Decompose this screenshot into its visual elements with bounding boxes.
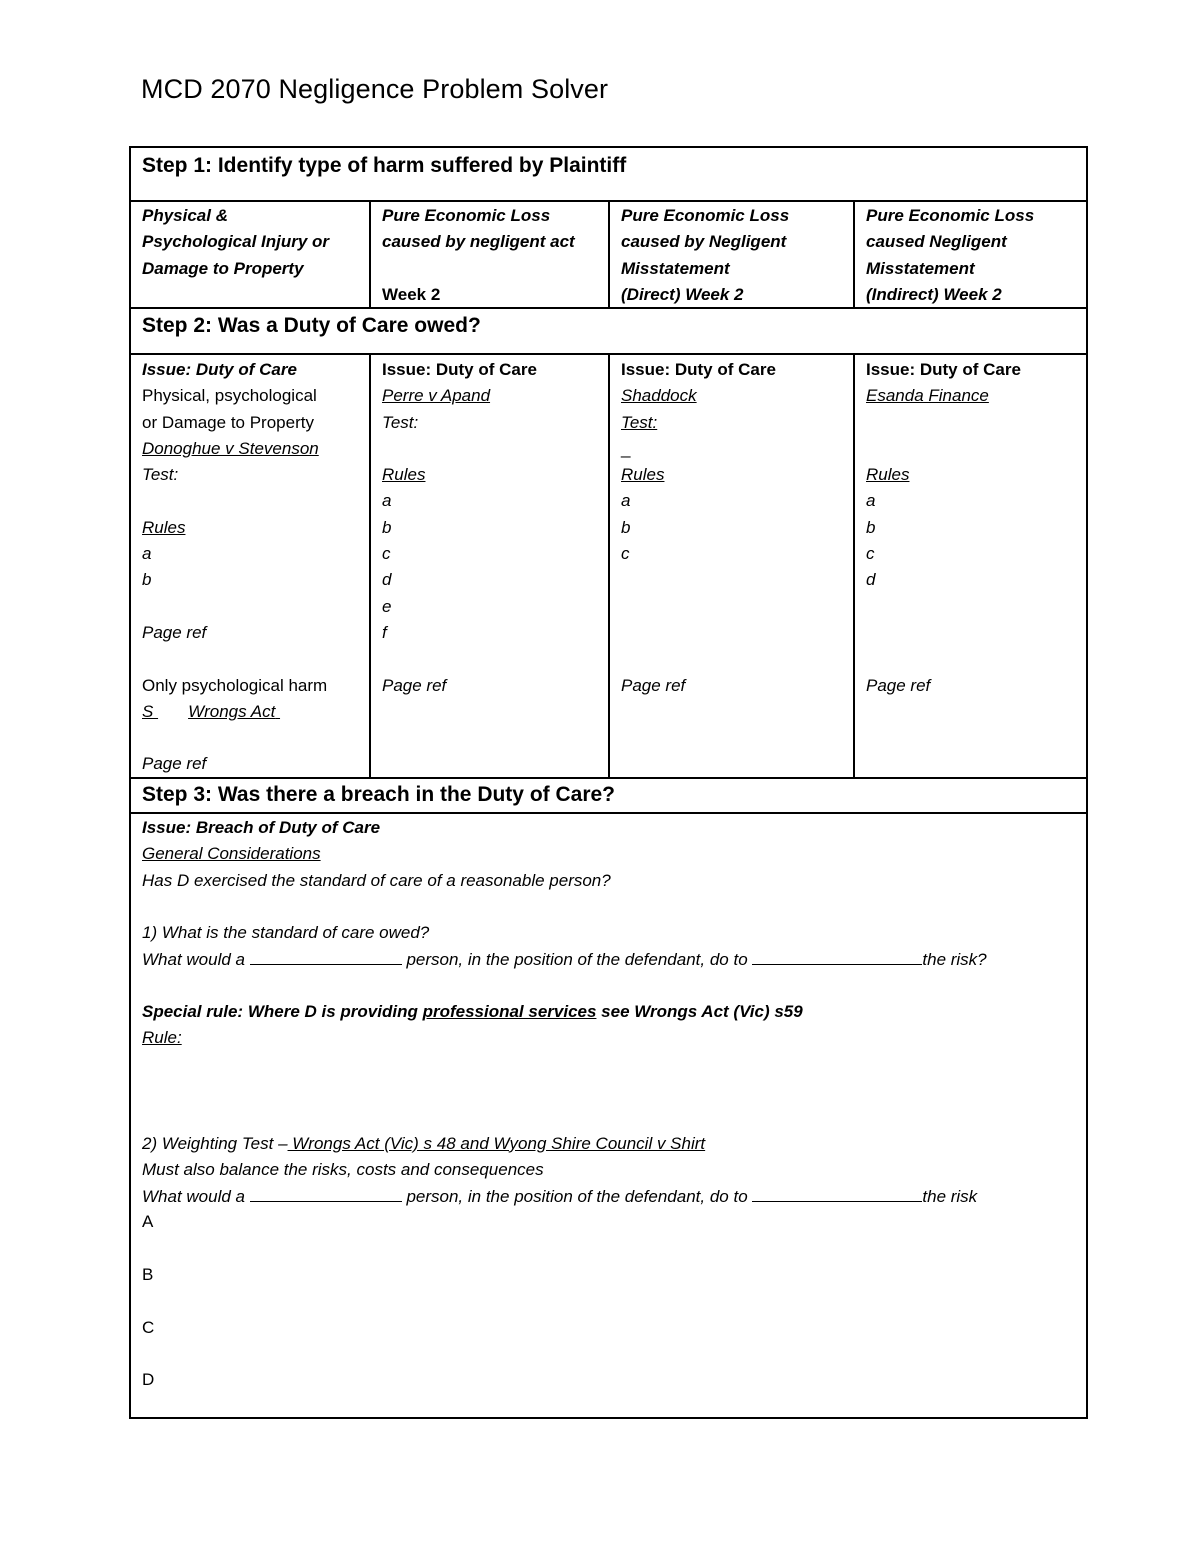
step2-col-pure-economic-act [382,357,537,699]
test-label: Test: [382,412,419,432]
spacer [142,973,987,999]
description-line: or Damage to Property [142,412,314,432]
special-rule-text: see Wrongs Act (Vic) s59 [596,1002,803,1022]
rule-item: e [382,596,392,616]
what-would-text: What would a [142,1187,250,1207]
blank-line: _ [621,438,631,458]
step3-body [142,815,987,1394]
spacer [621,620,776,646]
step3-heading: Step 3: Was there a breach in the Duty of Care? [142,783,615,806]
step1-col-misstatement-indirect [866,203,1034,308]
letter-item: C [142,1317,155,1337]
step1-col-pure-economic-act [382,203,575,308]
rule-label: Rule: [142,1028,182,1048]
step1-col1-line: Psychological Injury or [142,232,330,252]
spacer [866,436,1021,462]
test-label: Test: [142,465,179,485]
case-name: Donoghue v Stevenson [142,438,319,458]
rule-item: b [621,517,631,537]
fill-in-blank[interactable] [752,946,922,965]
column-rule [369,353,371,779]
weighting-test-reference: Wrongs Act (Vic) s 48 and Wyong Shire Council v Shirt [287,1133,706,1153]
spacer [142,1052,987,1078]
general-considerations: General Considerations [142,844,321,864]
step1-col1-line: Physical & [142,206,228,225]
rule-item: a [142,544,152,564]
rules-label: Rules [142,517,186,537]
step2-col-misstatement-direct [621,357,776,699]
step1-heading: Step 1: Identify type of harm suffered by Plaintiff [142,154,627,177]
spacer [142,1078,987,1104]
spacer [142,1104,987,1130]
issue-label: Issue: Duty of Care [621,360,776,379]
rule-item: a [621,491,631,511]
rule-item: a [382,491,392,511]
rule-item: d [382,570,392,590]
what-would-text: the risk [922,1187,978,1207]
rule-item: b [142,570,152,590]
description-line: Physical, psychological [142,386,317,406]
rule-item: b [382,517,392,537]
step1-col4-line: Misstatement [866,258,975,278]
step1-col2-line: Pure Economic Loss [382,206,551,225]
column-rule [853,200,855,309]
step2-heading: Step 2: Was a Duty of Care owed? [142,314,481,337]
rule-item: a [866,491,876,511]
rules-label: Rules [866,465,910,485]
spacer [142,1341,987,1367]
column-rule [608,200,610,309]
rule-item: c [382,544,391,564]
step1-col4-line: (Indirect) Week 2 [866,284,1002,304]
step1-col-misstatement-direct [621,203,789,308]
step1-col4-line: Pure Economic Loss [866,206,1035,225]
spacer [621,567,776,593]
spacer [142,1236,987,1262]
step1-col3-line: caused by Negligent [621,232,787,252]
rule-item: f [382,622,387,642]
what-would-line [142,946,987,972]
document-title: MCD 2070 Negligence Problem Solver [141,74,609,104]
step1-col3-line: Misstatement [621,258,730,278]
weighting-test [142,1131,987,1157]
section-prefix: S [142,701,159,721]
step2-col-misstatement-indirect [866,357,1021,699]
case-name: Shaddock [621,386,697,406]
step1-col3-line: (Direct) Week 2 [621,284,744,304]
spacer [866,594,1021,620]
spacer [621,594,776,620]
spacer [382,646,537,672]
step1-col1-line: Damage to Property [142,258,304,278]
page-ref: Page ref [142,754,207,774]
spacer [142,646,327,672]
step1-col2-line: caused by negligent act [382,232,575,252]
rule-item: c [621,544,630,564]
special-rule-text: Special rule: Where D is providing [142,1002,423,1022]
spacer [382,436,537,462]
spacer [142,594,327,620]
step2-col-physical [142,357,327,778]
step1-col4-line: caused Negligent [866,232,1007,252]
spacer [142,894,987,920]
column-rule [369,200,371,309]
spacer [142,725,327,751]
letter-item: D [142,1370,155,1390]
table-rule [131,812,1086,814]
case-name: Esanda Finance [866,386,989,406]
rules-label: Rules [382,465,426,485]
professional-services: professional services [422,1002,597,1022]
special-rule [142,999,987,1025]
standard-question: 1) What is the standard of care owed? [142,923,430,943]
issue-label: Issue: Duty of Care [382,360,537,379]
fill-in-blank[interactable] [250,1183,402,1202]
spacer [621,646,776,672]
spacer [142,488,327,514]
psych-harm-label: Only psychological harm [142,675,328,695]
column-rule [608,353,610,779]
page-ref: Page ref [866,675,931,695]
what-would-text: What would a [142,950,250,970]
negligence-table [129,146,1088,1419]
step1-col2-line [382,256,575,282]
column-rule [853,353,855,779]
act-name: Wrongs Act [188,701,276,721]
spacer [866,646,1021,672]
rule-item: c [866,544,875,564]
balance-line: Must also balance the risks, costs and consequences [142,1159,544,1179]
fill-in-blank[interactable] [250,946,402,965]
page-ref: Page ref [382,675,447,695]
letter-item: B [142,1265,154,1285]
what-would-text: person, in the position of the defendant, do to [401,950,753,970]
page-ref: Page ref [142,622,207,642]
what-would-line [142,1183,987,1209]
case-name: Perre v Apand [382,386,491,406]
spacer [866,620,1021,646]
test-label: Test: [621,412,658,432]
rule-item: d [866,570,876,590]
what-would-text: person, in the position of the defendant, do to [401,1187,753,1207]
spacer [142,1288,987,1314]
fill-in-blank[interactable] [752,1183,922,1202]
section-ref [142,699,327,725]
issue-label: Issue: Breach of Duty of Care [142,818,381,837]
what-would-text: the risk? [922,950,987,970]
issue-label: Issue: Duty of Care [866,360,1021,379]
rule-item: b [866,517,876,537]
step1-col-physical [142,203,329,282]
letter-item: A [142,1212,154,1232]
step1-col3-line: Pure Economic Loss [621,206,790,225]
reasonable-person-question: Has D exercised the standard of care of a reasonable person? [142,870,611,890]
step1-col2-week: Week 2 [382,284,441,304]
rules-label: Rules [621,465,665,485]
page-ref: Page ref [621,675,686,695]
issue-label: Issue: Duty of Care [142,360,297,379]
spacer [866,410,1021,436]
weighting-test-label: 2) Weighting Test – [142,1133,288,1153]
section-blank [158,699,188,717]
